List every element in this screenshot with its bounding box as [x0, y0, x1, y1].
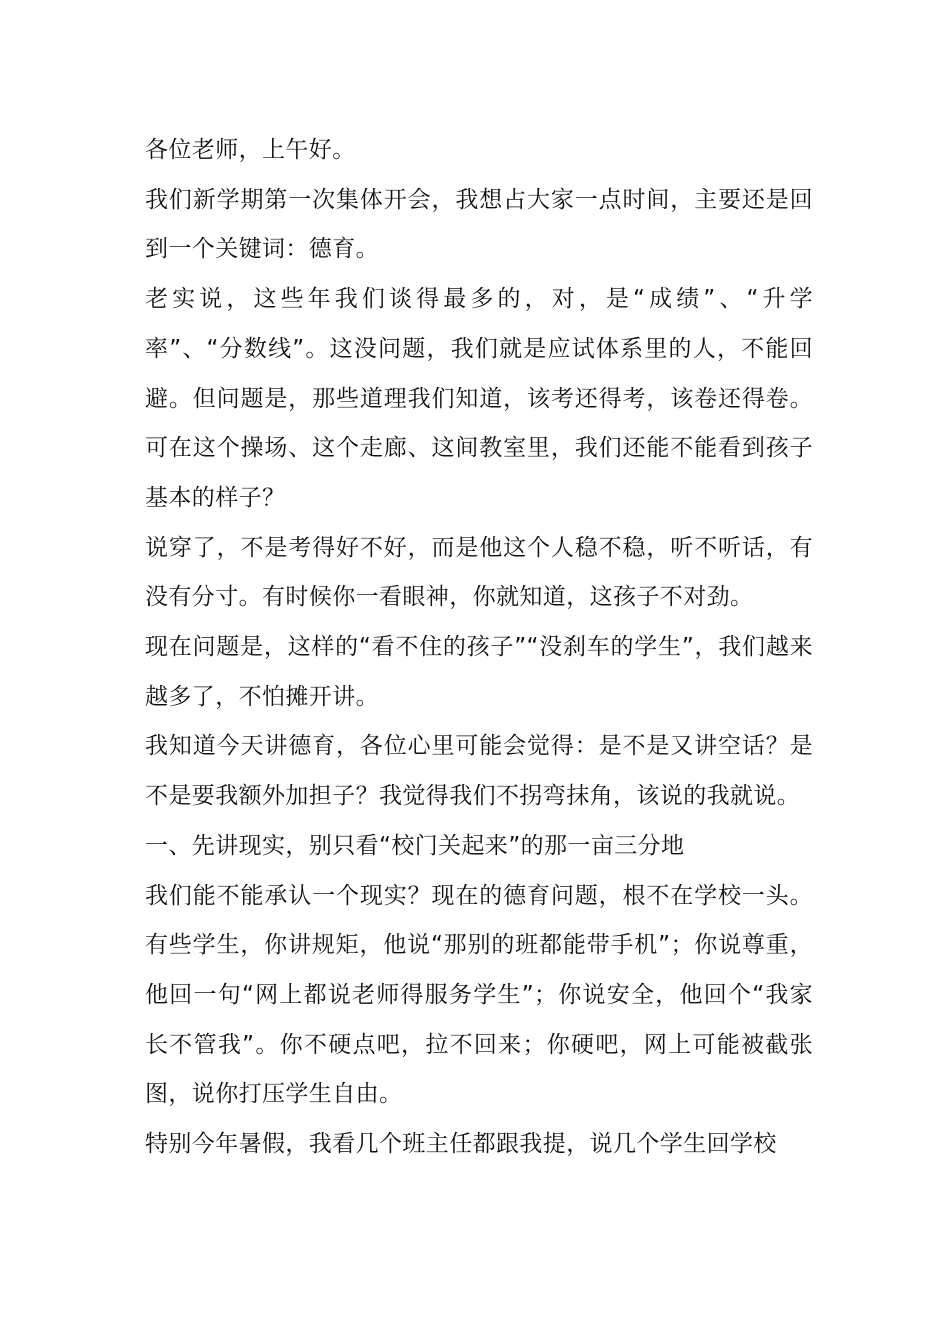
paragraph-character: 说穿了，不是考得好不好，而是他这个人稳不稳，听不听话，有没有分寸。有时候你一看眼神，你就知道，这孩子不对劲。	[145, 534, 813, 611]
paragraph-grades: 老实说，这些年我们谈得最多的，对，是“成绩”、“升学率”、“分数线”。这没问题，我们就是应试体系里的人，不能回避。但问题是，那些道理我们知道，该考还得考，该卷还得卷。可在这个操场、这个走廊、这间教室里，我们还能不能看到孩子基本的样子？	[145, 286, 813, 511]
paragraph-summer: 特别今年暑假，我看几个班主任都跟我提，说几个学生回学校	[145, 1131, 777, 1158]
paragraph-problem: 现在问题是，这样的“看不住的孩子”“没刹车的学生”，我们越来越多了，不怕摊开讲。	[145, 634, 813, 710]
paragraph-reality: 我们能不能承认一个现实？现在的德育问题，根不在学校一头。有些学生，你讲规矩，他说“那别的班都能带手机”；你说尊重，他回一句“网上都说老师得服务学生”；你说安全，他回个“我家长不管我”。你不硬点吧，拉不回来；你硬吧，网上可能被截张图，说你打压学生自由。	[145, 882, 813, 1108]
section-heading-1: 一、先讲现实，别只看“校门关起来”的那一亩三分地	[145, 832, 685, 859]
paragraph-greeting: 各位老师，上午好。	[145, 137, 356, 163]
paragraph-opening: 我们新学期第一次集体开会，我想占大家一点时间，主要还是回到一个关键词：德育。	[145, 186, 813, 263]
paragraph-concerns: 我知道今天讲德育，各位心里可能会觉得：是不是又讲空话？是不是要我额外加担子？我觉得我们不拐弯抹角，该说的我就说。	[145, 733, 813, 810]
document-body	[145, 126, 813, 1170]
